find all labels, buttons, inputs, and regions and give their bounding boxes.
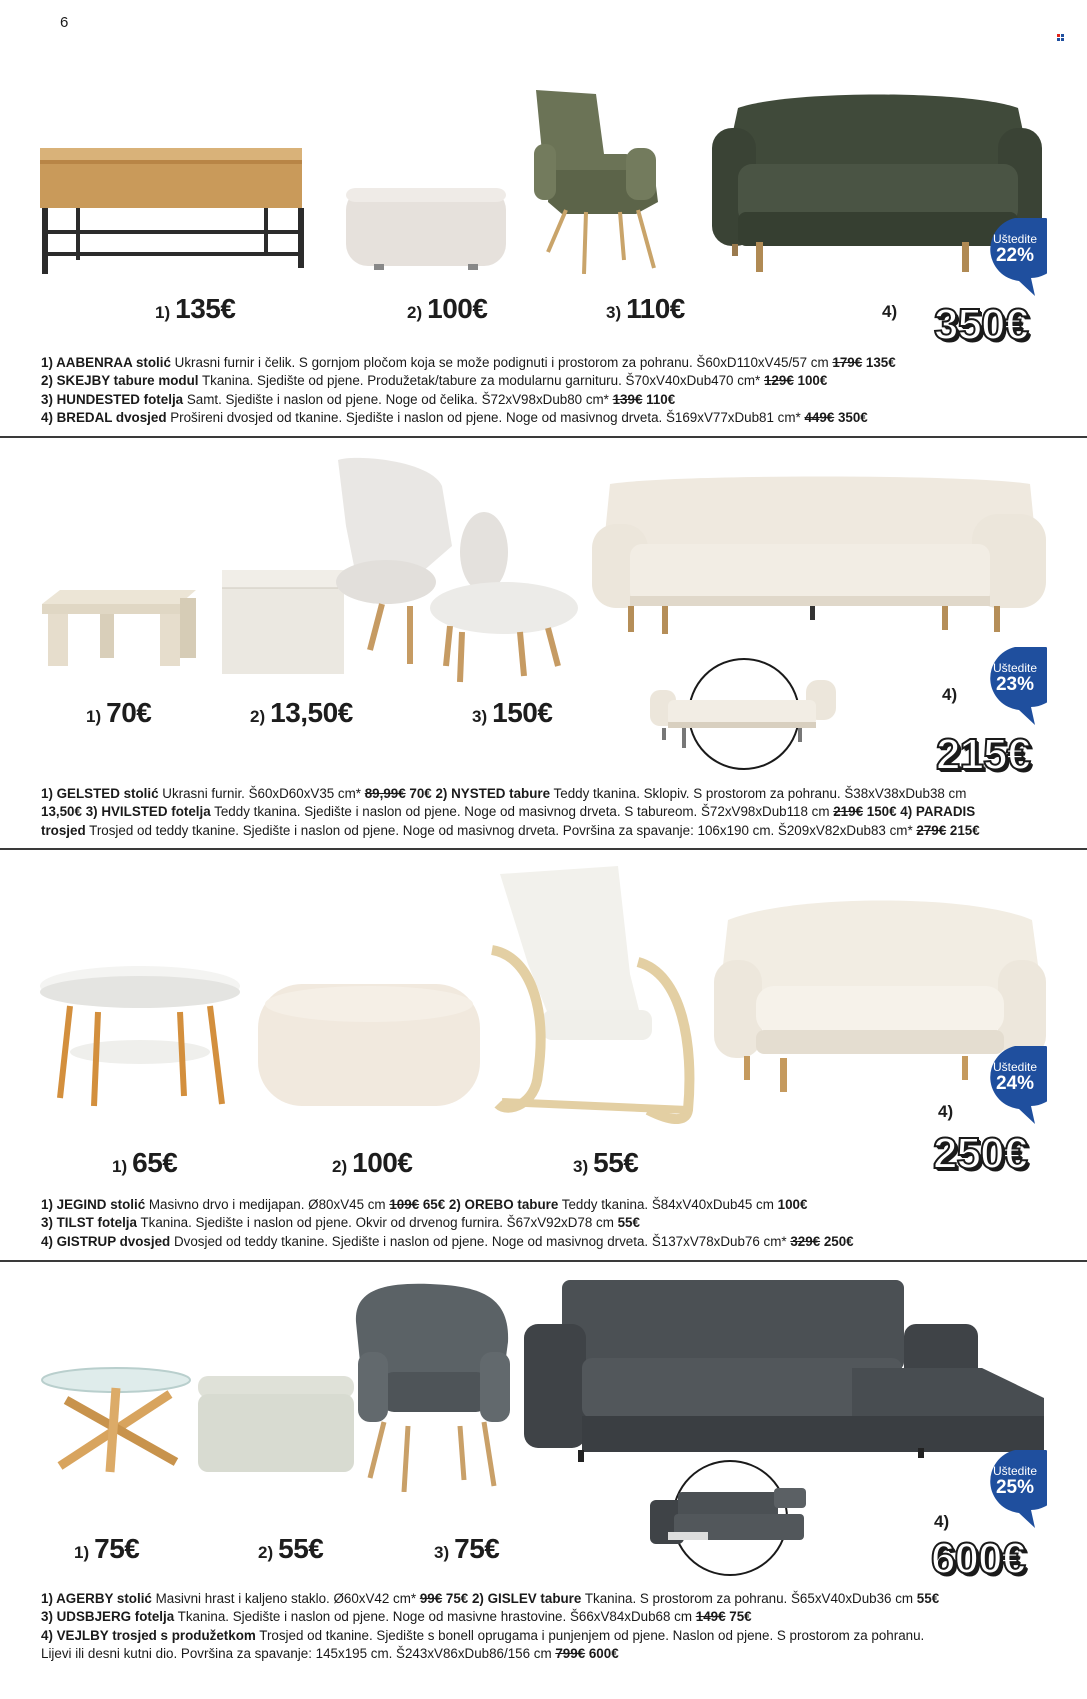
aabenraa-coffee-table-image xyxy=(36,146,312,276)
product-descriptions xyxy=(41,354,1051,427)
page-number: 6 xyxy=(60,14,69,31)
description-line: 1) AABENRAA stolić Ukrasni furnir i čelik. S gornjom pločom koja se može podignuti i prostorom za pohranu. Š60xD110xV45/57 cm 179€ 135€ xyxy=(41,355,896,370)
price-item-2: 2) 100€ xyxy=(332,1147,413,1178)
gislev-storage-pouf-image xyxy=(196,1374,356,1474)
price-item-3: 3) 110€ xyxy=(606,293,685,324)
section-4 xyxy=(0,1262,1087,1699)
orebo-pouf-image xyxy=(256,982,482,1110)
gelsted-side-table-image xyxy=(40,588,198,668)
description-line: 3) UDSBJERG fotelja Tkanina. Sjedište i naslon od pjene. Noge od masivne hrastovine. Š66xV84xDub68 cm 149€ 75€ xyxy=(41,1609,752,1625)
nysted-storage-pouf-image xyxy=(220,568,346,676)
savings-badge: Uštedite 23% xyxy=(983,647,1047,711)
price-item-4-label: 4) xyxy=(942,685,958,704)
vejlby-sofa-bed-open-image xyxy=(648,1486,808,1550)
description-line: 1) GELSTED stolić Ukrasni furnir. Š60xD60xV35 cm* 89,99€ 70€ 2) NYSTED tabure Teddy tkanina. Sklopiv. S prostorom za pohranu. Š38xV38xDub38 cm xyxy=(41,786,967,801)
featured-price: 215€ xyxy=(936,730,1030,779)
section-2 xyxy=(0,440,1087,850)
savings-badge: Uštedite 25% xyxy=(983,1450,1047,1514)
udsbjerg-armchair-image xyxy=(350,1282,514,1492)
description-line: 4) VEJLBY trosjed s produžetkom Trosjed od tkanine. Sjedište s bonell oprugama i punjenjem od pjene. Naslon od pjene. S prostorom za pohranu. xyxy=(41,1627,925,1643)
vejlby-corner-sofa-image xyxy=(522,1278,1048,1464)
featured-price: 600€ xyxy=(931,1534,1025,1583)
savings-badge: Uštedite 24% xyxy=(983,1046,1047,1110)
savings-badge: Uštedite 22% xyxy=(983,218,1047,282)
price-item-3: 3) 55€ xyxy=(573,1147,639,1178)
agerby-glass-table-image xyxy=(40,1366,192,1476)
description-line: trosjed Trosjed od teddy tkanine. Sjedište i naslon od pjene. Noge od masivnog drveta. Površina za spavanje: 106x190 cm. Š209xV82xDub83 cm* 279€ 215€ xyxy=(41,822,980,838)
price-item-2: 2) 55€ xyxy=(258,1533,324,1564)
price-item-1: 1) 75€ xyxy=(74,1533,140,1564)
description-line: 1) JEGIND stolić Masivno drvo i medijapan. Ø80xV45 cm 109€ 65€ 2) OREBO tabure Teddy tkanina. Š84xV40xDub45 cm 100€ xyxy=(41,1197,808,1212)
skejby-pouf-image xyxy=(344,186,508,272)
product-descriptions xyxy=(41,1590,1051,1663)
description-line: 4) GISTRUP dvosjed Dvosjed od teddy tkanine. Sjedište i naslon od pjene. Noge od masivnog drveta. Š137xV78xDub76 cm* 329€ 250€ xyxy=(41,1233,854,1249)
hvilsted-armchair-with-stool-image xyxy=(334,456,578,684)
description-line: 3) HUNDESTED fotelja Samt. Sjedište i naslon od pjene. Noge od čelika. Š72xV98xDub80 cm* 139€ 110€ xyxy=(41,391,676,407)
price-item-1: 1) 135€ xyxy=(155,293,236,324)
product-descriptions xyxy=(41,785,1051,840)
paradis-sofa-bed-image xyxy=(590,474,1048,634)
price-item-2: 2) 100€ xyxy=(407,293,488,324)
price-item-4-label: 4) xyxy=(934,1512,950,1531)
price-item-3: 3) 150€ xyxy=(472,697,553,728)
featured-price: 250€ xyxy=(933,1129,1027,1178)
price-item-3: 3) 75€ xyxy=(434,1533,500,1564)
price-item-2: 2) 13,50€ xyxy=(250,697,353,728)
hundested-armchair-image xyxy=(526,84,684,274)
section-divider xyxy=(0,436,1087,438)
description-line: 13,50€ 3) HVILSTED fotelja Teddy tkanina. Sjedište i naslon od pjene. Noge od masivnog drveta. S taburеom. Š72xV98xDub118 cm 219€ 150€ 4) PARADIS xyxy=(41,804,976,820)
sofa-bed-open-image xyxy=(648,678,838,750)
description-line: 2) SKEJBY tabure modul Tkanina. Sjedište od pjene. Produžetak/tabure za modularnu garnituru. Š70xV40xDub470 cm* 129€ 100€ xyxy=(41,373,828,389)
description-line: 1) AGERBY stolić Masivni hrast i kaljeno staklo. Ø60xV42 cm* 99€ 75€ 2) GISLEV tabure Tkanina. S prostorom za pohranu. Š65xV40xDub36 cm 55€ xyxy=(41,1591,940,1606)
section-3 xyxy=(0,850,1087,1260)
price-item-1: 1) 65€ xyxy=(112,1147,178,1178)
description-line: 4) BREDAL dvosjed Prošireni dvosjed od tkanine. Sjedište i naslon od pjene. Noge od masivnog drveta. Š169xV77xDub81 cm* 449€ 350€ xyxy=(41,409,868,425)
description-line: Lijevi ili desni kutni dio. Površina za spavanje: 145x195 cm. Š243xV86xDub86/156 cm 799€ 600€ xyxy=(41,1645,619,1661)
section-1 xyxy=(0,0,1087,440)
tilst-rocking-chair-image xyxy=(488,864,710,1124)
featured-price: 350€ xyxy=(934,300,1028,349)
product-descriptions xyxy=(41,1196,1051,1251)
jegind-coffee-table-image xyxy=(38,966,242,1110)
price-item-1: 1) 70€ xyxy=(86,697,152,728)
price-item-4-label: 4) xyxy=(882,302,898,321)
description-line: 3) TILST fotelja Tkanina. Sjedište i naslon od pjene. Okvir od drvenog furnira. Š67xV92xD78 cm 55€ xyxy=(41,1215,640,1231)
price-item-4-label: 4) xyxy=(938,1102,954,1121)
